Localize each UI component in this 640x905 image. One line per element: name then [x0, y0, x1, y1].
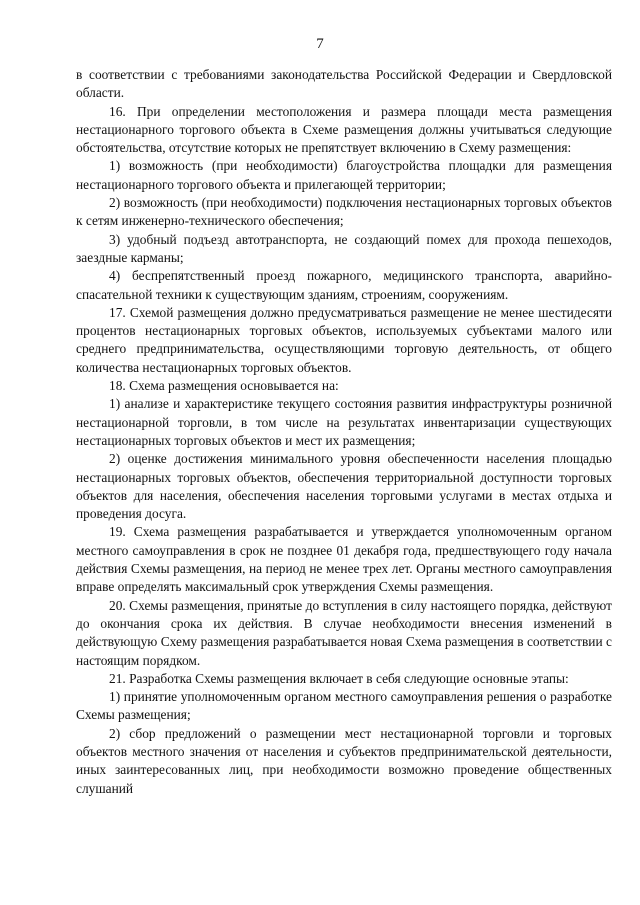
paragraph-item-16-1: 1) возможность (при необходимости) благоустройства площадки для размещения нестационарного торгового объекта и прилегающей территории;	[76, 158, 612, 192]
paragraph-item-18-1: 1) анализе и характеристике текущего состояния развития инфраструктуры розничной нестационарной торговли, в том числе на результатах инвентаризации существующих нестационарных торговых объектов и мест их размещения;	[76, 396, 612, 448]
paragraph-item-17: 17. Схемой размещения должно предусматриваться размещение не менее шестидесяти процентов нестационарных торговых объектов, используемых субъектами малого или среднего предпринимательства, осуществляющими торговую деятельность, от общего количества нестационарных торговых объектов.	[76, 304, 612, 375]
paragraph-item-20: 20. Схемы размещения, принятые до вступления в силу настоящего порядка, действуют до окончания срока их действия. В случае необходимости внесения изменений в действующую Схему размещения разрабатывается новая Схема размещения в соответствии с настоящим порядком.	[76, 597, 612, 668]
paragraph-item-18-2: 2) оценке достижения минимального уровня обеспеченности населения площадью нестационарных торговых объектов, обеспечения территориальной доступности торговых объектов для населения, обеспечения населения торговыми услугами в местах отдыха и проведения досуга.	[76, 451, 612, 522]
paragraph-item-16: 16. При определении местоположения и размера площади места размещения нестационарного торгового объекта в Схеме размещения должны учитываться следующие обстоятельства, отсутствие которых не препятствует включению в Схему размещения:	[76, 103, 612, 156]
paragraph-item-19: 19. Схема размещения разрабатывается и утверждается уполномоченным органом местного самоуправления в срок не позднее 01 декабря года, предшествующего году начала действия Схемы размещения, на период не менее трех лет. Органы местного самоуправления вправе определять максимальный срок утверждения Схемы размещения.	[76, 524, 612, 595]
page-number: 7	[316, 36, 324, 52]
paragraph-item-21-2: 2) сбор предложений о размещении мест нестационарной торговли и торговых объектов местного значения от населения и субъектов предпринимательской деятельности, иных заинтересованных лиц, при необходимости возможно проведение общественных слушаний	[76, 725, 612, 796]
body-text	[76, 66, 612, 798]
paragraph-item-21-1: 1) принятие уполномоченным органом местного самоуправления решения о разработке Схемы размещения;	[76, 689, 612, 723]
paragraph-item-16-3: 3) удобный подъезд автотранспорта, не создающий помех для прохода пешеходов, заездные карманы;	[76, 231, 612, 265]
paragraph-item-21: 21. Разработка Схемы размещения включает в себя следующие основные этапы:	[109, 670, 569, 686]
paragraph-item-16-4: 4) беспрепятственный проезд пожарного, медицинского транспорта, аварийно-спасательной техники к существующим зданиям, строениям, сооружениям.	[76, 268, 612, 302]
paragraph-item-16-2: 2) возможность (при необходимости) подключения нестационарных торговых объектов к сетям инженерно-технического обеспечения;	[76, 195, 612, 229]
paragraph-continuation: в соответствии с требованиями законодательства Российской Федерации и Свердловской области.	[76, 67, 612, 101]
paragraph-item-18: 18. Схема размещения основывается на:	[109, 378, 339, 394]
